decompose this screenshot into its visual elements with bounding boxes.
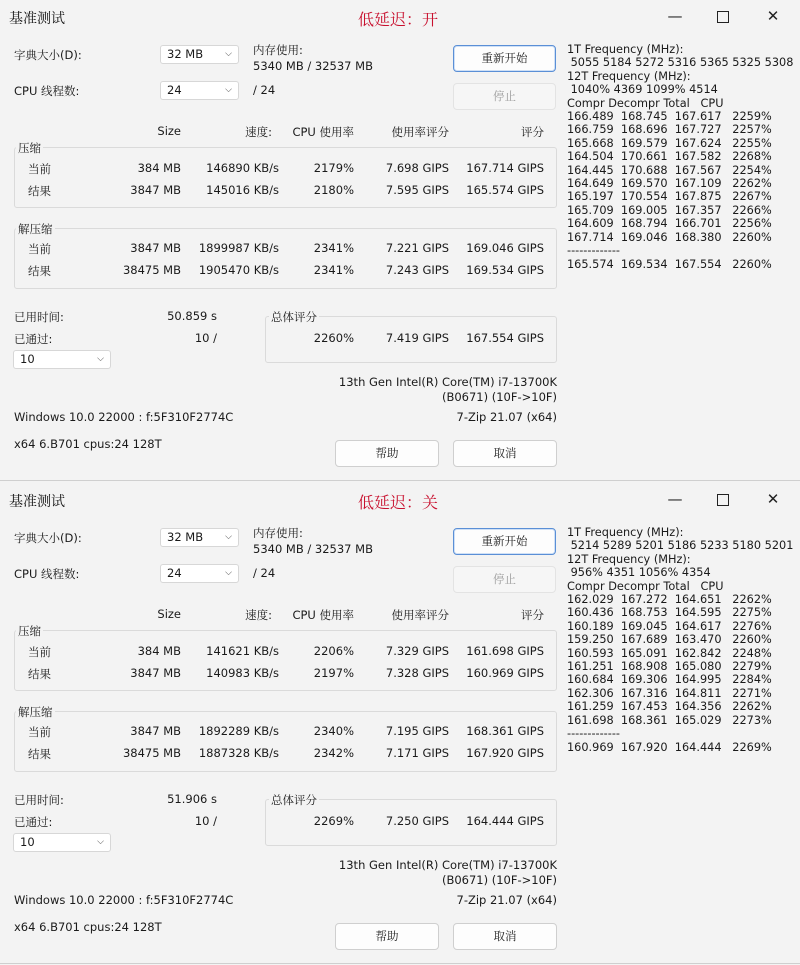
row-current-label: 当前 bbox=[28, 725, 51, 739]
decompress-group bbox=[14, 228, 557, 289]
threads-total: / 24 bbox=[253, 566, 276, 580]
cpu-name: 13th Gen Intel(R) Core(TM) i7-13700K bbox=[338, 858, 557, 872]
compress-label: 压缩 bbox=[18, 141, 41, 155]
compress-result-score: 165.574 GIPS bbox=[466, 183, 544, 197]
log-line: 160.189 169.045 164.617 2276% bbox=[567, 619, 772, 633]
maximize-icon[interactable] bbox=[700, 3, 746, 29]
stop-button[interactable]: 停止 bbox=[453, 83, 556, 110]
total-rating: 7.419 GIPS bbox=[385, 331, 449, 345]
compress-current-speed: 146890 KB/s bbox=[206, 161, 279, 175]
decompress-current-cpu: 2341% bbox=[313, 241, 354, 255]
decompress-result-speed: 1887328 KB/s bbox=[198, 746, 279, 760]
decompress-result-size: 38475 MB bbox=[122, 746, 181, 760]
log-line: 161.251 168.908 165.080 2279% bbox=[567, 660, 772, 674]
log-line: 159.250 167.689 163.470 2260% bbox=[567, 633, 772, 647]
compress-current-score: 161.698 GIPS bbox=[466, 644, 544, 658]
compress-result-rating: 7.595 GIPS bbox=[385, 183, 449, 197]
arch-info: x64 6.B701 cpus:24 128T bbox=[14, 920, 162, 934]
compress-result-speed: 145016 KB/s bbox=[206, 183, 279, 197]
compress-current-size: 384 MB bbox=[137, 644, 181, 658]
window-title: 基准测试 bbox=[9, 494, 65, 510]
benchmark-log bbox=[567, 526, 797, 754]
total-score: 164.444 GIPS bbox=[466, 814, 544, 828]
log-line: 161.259 167.453 164.356 2262% bbox=[567, 700, 772, 714]
compress-result-cpu: 2180% bbox=[313, 183, 354, 197]
minimize-icon[interactable]: — bbox=[667, 7, 683, 25]
row-result-label: 结果 bbox=[28, 264, 51, 278]
log-line: 12T Frequency (MHz): bbox=[567, 552, 691, 566]
log-line: 1T Frequency (MHz): bbox=[567, 526, 684, 539]
elapsed-label: 已用时间: bbox=[14, 310, 64, 324]
log-line: 5055 5184 5272 5316 5365 5325 5308 bbox=[567, 56, 794, 70]
passes-label: 已通过: bbox=[14, 332, 53, 346]
compress-result-score: 160.969 GIPS bbox=[466, 666, 544, 680]
decompress-current-size: 3847 MB bbox=[130, 241, 181, 255]
compress-result-size: 3847 MB bbox=[130, 666, 181, 680]
log-line: 166.489 168.745 167.617 2259% bbox=[567, 110, 772, 124]
passes-value: 10 / bbox=[194, 814, 217, 828]
passes-select[interactable] bbox=[13, 833, 111, 852]
log-line: 956% 4351 1056% 4354 bbox=[567, 566, 711, 580]
restart-button[interactable]: 重新开始 bbox=[453, 528, 556, 555]
header-speed: 速度: bbox=[245, 125, 272, 139]
decompress-current-speed: 1899987 KB/s bbox=[198, 241, 279, 255]
log-line: 166.759 168.696 167.727 2257% bbox=[567, 123, 772, 137]
benchmark-window-2 bbox=[0, 483, 800, 964]
row-current-label: 当前 bbox=[28, 645, 51, 659]
elapsed-value: 51.906 s bbox=[167, 792, 217, 806]
log-line: Compr Decompr Total CPU bbox=[567, 96, 724, 110]
decompress-current-size: 3847 MB bbox=[130, 724, 181, 738]
log-line: 162.306 167.316 164.811 2271% bbox=[567, 686, 772, 700]
stop-button[interactable]: 停止 bbox=[453, 566, 556, 593]
cancel-button[interactable]: 取消 bbox=[453, 440, 557, 467]
compress-result-size: 3847 MB bbox=[130, 183, 181, 197]
log-line: ------------- bbox=[567, 244, 620, 258]
title-bar bbox=[0, 0, 800, 32]
decompress-result-cpu: 2342% bbox=[313, 746, 354, 760]
memory-label: 内存使用: bbox=[253, 43, 303, 57]
header-speed: 速度: bbox=[245, 608, 272, 622]
os-info: Windows 10.0 22000 : f:5F310F2774C bbox=[14, 410, 234, 424]
passes-select-value: 10 bbox=[20, 352, 35, 366]
compress-current-size: 384 MB bbox=[137, 161, 181, 175]
log-line: 12T Frequency (MHz): bbox=[567, 69, 691, 83]
benchmark-log bbox=[567, 43, 797, 271]
compress-group bbox=[14, 630, 557, 691]
os-info: Windows 10.0 22000 : f:5F310F2774C bbox=[14, 893, 234, 907]
log-line: 161.698 168.361 165.029 2273% bbox=[567, 713, 772, 727]
decompress-group bbox=[14, 711, 557, 772]
threads-value: 24 bbox=[167, 566, 182, 580]
log-line: 160.969 167.920 164.444 2269% bbox=[567, 740, 772, 754]
compress-current-score: 167.714 GIPS bbox=[466, 161, 544, 175]
header-size: Size bbox=[157, 124, 181, 138]
window-title: 基准测试 bbox=[9, 11, 65, 27]
chevron-down-icon: ⌵ bbox=[97, 354, 104, 364]
maximize-icon[interactable] bbox=[700, 486, 746, 512]
memory-value: 5340 MB / 32537 MB bbox=[253, 59, 373, 73]
total-score: 167.554 GIPS bbox=[466, 331, 544, 345]
log-line: 167.714 169.046 168.380 2260% bbox=[567, 230, 772, 244]
decompress-current-score: 168.361 GIPS bbox=[466, 724, 544, 738]
threads-label: CPU 线程数: bbox=[14, 567, 80, 581]
log-line: 165.574 169.534 167.554 2260% bbox=[567, 257, 772, 271]
elapsed-value: 50.859 s bbox=[167, 309, 217, 323]
dict-label: 字典大小(D): bbox=[14, 48, 82, 62]
threads-select[interactable] bbox=[160, 564, 239, 583]
chevron-down-icon: ⌵ bbox=[225, 568, 232, 578]
title-bar bbox=[0, 483, 800, 515]
decompress-result-score: 169.534 GIPS bbox=[466, 263, 544, 277]
decompress-result-size: 38475 MB bbox=[122, 263, 181, 277]
elapsed-label: 已用时间: bbox=[14, 793, 64, 807]
decompress-result-rating: 7.171 GIPS bbox=[385, 746, 449, 760]
header-score: 评分 bbox=[521, 125, 544, 139]
total-label: 总体评分 bbox=[271, 793, 317, 807]
cpu-id: (B0671) (10F->10F) bbox=[441, 873, 557, 887]
decompress-current-cpu: 2340% bbox=[313, 724, 354, 738]
minimize-icon[interactable]: — bbox=[667, 490, 683, 508]
version-info: 7-Zip 21.07 (x64) bbox=[456, 410, 557, 424]
header-rating: 使用率评分 bbox=[391, 608, 449, 622]
annotation-label: 低延迟：关 bbox=[358, 493, 439, 512]
row-result-label: 结果 bbox=[28, 667, 51, 681]
compress-current-rating: 7.329 GIPS bbox=[385, 644, 449, 658]
decompress-result-score: 167.920 GIPS bbox=[466, 746, 544, 760]
compress-result-speed: 140983 KB/s bbox=[206, 666, 279, 680]
dict-label: 字典大小(D): bbox=[14, 531, 82, 545]
compress-result-cpu: 2197% bbox=[313, 666, 354, 680]
row-current-label: 当前 bbox=[28, 242, 51, 256]
log-line: 164.445 170.688 167.567 2254% bbox=[567, 163, 772, 177]
decompress-current-rating: 7.221 GIPS bbox=[385, 241, 449, 255]
compress-label: 压缩 bbox=[18, 624, 41, 638]
compress-group bbox=[14, 147, 557, 208]
header-size: Size bbox=[157, 607, 181, 621]
header-cpu: CPU 使用率 bbox=[292, 608, 354, 622]
log-line: 165.668 169.579 167.624 2255% bbox=[567, 136, 772, 150]
version-info: 7-Zip 21.07 (x64) bbox=[456, 893, 557, 907]
log-line: 1T Frequency (MHz): bbox=[567, 43, 684, 56]
close-icon[interactable]: ✕ bbox=[766, 7, 780, 25]
threads-select[interactable] bbox=[160, 81, 239, 100]
dict-size-value: 32 MB bbox=[167, 530, 204, 544]
passes-value: 10 / bbox=[194, 331, 217, 345]
chevron-down-icon: ⌵ bbox=[97, 837, 104, 847]
header-rating: 使用率评分 bbox=[391, 125, 449, 139]
threads-total: / 24 bbox=[253, 83, 276, 97]
chevron-down-icon: ⌵ bbox=[225, 85, 232, 95]
row-current-label: 当前 bbox=[28, 162, 51, 176]
arch-info: x64 6.B701 cpus:24 128T bbox=[14, 437, 162, 451]
dict-size-select[interactable] bbox=[160, 528, 239, 547]
log-line: 164.609 168.794 166.701 2256% bbox=[567, 217, 772, 231]
row-result-label: 结果 bbox=[28, 184, 51, 198]
decompress-current-rating: 7.195 GIPS bbox=[385, 724, 449, 738]
total-label: 总体评分 bbox=[271, 310, 317, 324]
log-line: 164.504 170.661 167.582 2268% bbox=[567, 150, 772, 164]
row-result-label: 结果 bbox=[28, 747, 51, 761]
compress-current-rating: 7.698 GIPS bbox=[385, 161, 449, 175]
log-line: 162.029 167.272 164.651 2262% bbox=[567, 593, 772, 607]
restart-button[interactable]: 重新开始 bbox=[453, 45, 556, 72]
log-line: 160.684 169.306 164.995 2284% bbox=[567, 673, 772, 687]
compress-current-speed: 141621 KB/s bbox=[206, 644, 279, 658]
compress-result-rating: 7.328 GIPS bbox=[385, 666, 449, 680]
decompress-result-cpu: 2341% bbox=[313, 263, 354, 277]
log-line: 160.436 168.753 164.595 2275% bbox=[567, 606, 772, 620]
benchmark-window-1 bbox=[0, 0, 800, 481]
passes-select[interactable] bbox=[13, 350, 111, 369]
log-line: 165.709 169.005 167.357 2266% bbox=[567, 203, 772, 217]
decompress-label: 解压缩 bbox=[18, 222, 53, 236]
log-line: 165.197 170.554 167.875 2267% bbox=[567, 190, 772, 204]
log-line: 160.593 165.091 162.842 2248% bbox=[567, 646, 772, 660]
help-button[interactable]: 帮助 bbox=[335, 440, 439, 467]
decompress-current-speed: 1892289 KB/s bbox=[198, 724, 279, 738]
compress-current-cpu: 2206% bbox=[313, 644, 354, 658]
total-cpu: 2260% bbox=[313, 331, 354, 345]
total-cpu: 2269% bbox=[313, 814, 354, 828]
help-button[interactable]: 帮助 bbox=[335, 923, 439, 950]
annotation-label: 低延迟：开 bbox=[358, 10, 439, 29]
compress-current-cpu: 2179% bbox=[313, 161, 354, 175]
log-line: 164.649 169.570 167.109 2262% bbox=[567, 177, 772, 191]
decompress-result-speed: 1905470 KB/s bbox=[198, 263, 279, 277]
header-cpu: CPU 使用率 bbox=[292, 125, 354, 139]
cpu-id: (B0671) (10F->10F) bbox=[441, 390, 557, 404]
header-score: 评分 bbox=[521, 608, 544, 622]
log-line: Compr Decompr Total CPU bbox=[567, 579, 724, 593]
decompress-label: 解压缩 bbox=[18, 705, 53, 719]
cpu-name: 13th Gen Intel(R) Core(TM) i7-13700K bbox=[338, 375, 557, 389]
dict-size-select[interactable] bbox=[160, 45, 239, 64]
chevron-down-icon: ⌵ bbox=[225, 532, 232, 542]
threads-value: 24 bbox=[167, 83, 182, 97]
total-rating: 7.250 GIPS bbox=[385, 814, 449, 828]
decompress-current-score: 169.046 GIPS bbox=[466, 241, 544, 255]
cancel-button[interactable]: 取消 bbox=[453, 923, 557, 950]
close-icon[interactable]: ✕ bbox=[766, 490, 780, 508]
passes-label: 已通过: bbox=[14, 815, 53, 829]
passes-select-value: 10 bbox=[20, 835, 35, 849]
threads-label: CPU 线程数: bbox=[14, 84, 80, 98]
memory-value: 5340 MB / 32537 MB bbox=[253, 542, 373, 556]
chevron-down-icon: ⌵ bbox=[225, 49, 232, 59]
log-line: ------------- bbox=[567, 727, 620, 741]
log-line: 1040% 4369 1099% 4514 bbox=[567, 83, 718, 97]
dict-size-value: 32 MB bbox=[167, 47, 204, 61]
memory-label: 内存使用: bbox=[253, 526, 303, 540]
decompress-result-rating: 7.243 GIPS bbox=[385, 263, 449, 277]
log-line: 5214 5289 5201 5186 5233 5180 5201 bbox=[567, 539, 794, 553]
